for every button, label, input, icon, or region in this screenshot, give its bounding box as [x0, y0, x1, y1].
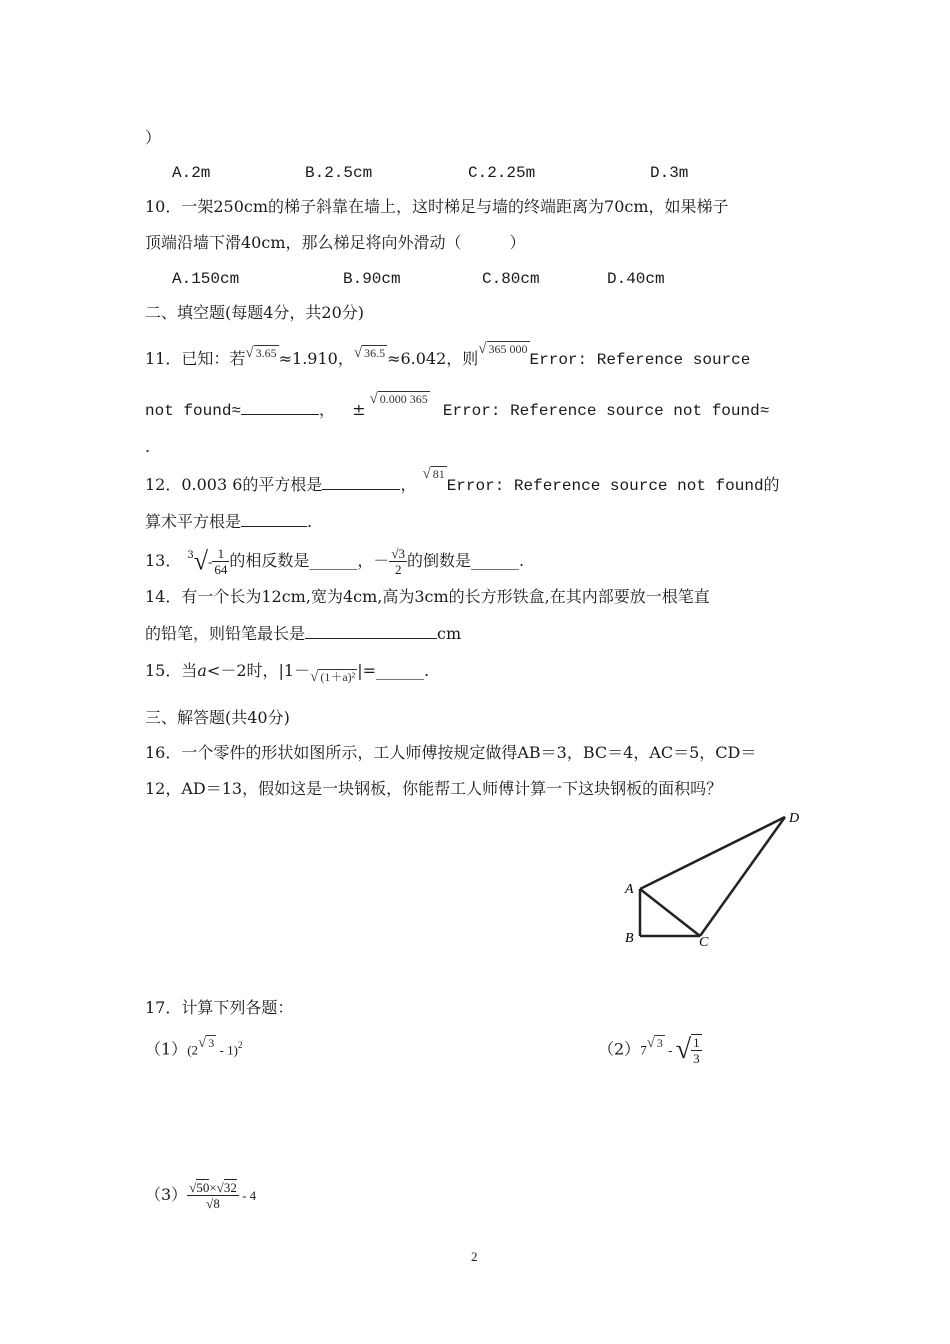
- q15-end: |=______.: [357, 661, 430, 680]
- q11-value-2: ≈6.042，则: [387, 349, 479, 368]
- q13-prefix: 13．: [145, 551, 182, 570]
- q9-option-c: C.2.25m: [468, 164, 536, 182]
- q9-option-b: B.2.5cm: [305, 164, 373, 182]
- q11-line3: .: [145, 437, 151, 456]
- label-d: D: [789, 811, 800, 826]
- q15-line: [145, 660, 430, 685]
- q12-prefix: 12．0.003 6的平方根是: [145, 475, 323, 494]
- section3-title: 三、解答题(共40分): [145, 708, 290, 727]
- q12-error: Error: Reference source not found的: [446, 477, 780, 495]
- q13-mid-text: 的相反数是______，－: [229, 551, 390, 570]
- q10-line2: 顶端沿墙下滑40cm，那么梯足将向外滑动（ ）: [145, 233, 526, 252]
- q15-condition: <－2时，|1－: [206, 661, 311, 680]
- q11-prefix: 11．已知：若: [145, 349, 246, 368]
- q17-part2-label: （2）: [598, 1039, 641, 1059]
- q15-variable: a: [197, 661, 207, 680]
- q14-line2: [145, 622, 461, 645]
- q9-paren: ）: [145, 128, 162, 147]
- q11-radical-3: √ 365 000: [478, 341, 528, 357]
- q17-part2-expr-a: 7: [640, 1042, 647, 1058]
- q17-part2: [598, 1034, 702, 1066]
- q13-end-text: 的倒数是______.: [407, 551, 525, 570]
- q17-part2-minus: -: [664, 1042, 676, 1058]
- q17-part1-label: （1）: [145, 1039, 188, 1059]
- q16-figure: [615, 805, 815, 955]
- q13-fraction-1: $\frac{1}{64}$: [214, 546, 228, 577]
- q12-blank-2[interactable]: [241, 510, 307, 527]
- q11-blank-1[interactable]: [241, 398, 319, 415]
- q17-title: 17．计算下列各题：: [145, 998, 294, 1017]
- q9-option-d: D.3m: [650, 164, 689, 182]
- q16-line2: 12，AD＝13，假如这是一块钢板，你能帮工人师傅计算一下这块钢板的面积吗？: [145, 779, 723, 798]
- q11-line1: [145, 341, 751, 371]
- q12-comma: ，: [400, 475, 417, 494]
- q14-blank[interactable]: [305, 622, 437, 639]
- q13-fraction-2: $\frac{√3}{2}$: [391, 546, 406, 577]
- q11-radical-2: √ 36.5: [353, 345, 386, 361]
- segment-cd: [700, 817, 785, 936]
- q14-unit: cm: [437, 624, 462, 643]
- q11-error-1: Error: Reference source: [529, 351, 751, 369]
- q14-line1: 14．有一个长为12cm,宽为4cm,高为3cm的长方形铁盒,在其内部要放一根笔直: [145, 587, 710, 606]
- q12-radical: √ 81: [422, 466, 445, 482]
- q10-option-a: A.150cm: [172, 270, 240, 288]
- q16-line1: 16．一个零件的形状如图所示，工人师傅按规定做得AB＝3，BC＝4，AC＝5，CD＝: [145, 743, 757, 762]
- q17-part2-radical: √ 3: [646, 1035, 663, 1051]
- q13-root-index: 3: [187, 550, 194, 561]
- q12-line1: [145, 466, 780, 497]
- q11-line2: [145, 391, 770, 422]
- q13-root-sign: √: [193, 546, 209, 576]
- q10-option-d: D.40cm: [607, 270, 665, 288]
- label-c: C: [699, 935, 709, 950]
- q14-line2-text: 的铅笔，则铅笔最长是: [145, 624, 306, 643]
- q11-radical-4: √ 0.000 365: [369, 391, 428, 407]
- q10-line1: 10．一架250cm的梯子斜靠在墙上，这时梯足与墙的终端距离为70cm，如果梯子: [145, 197, 729, 216]
- q11-plus-minus: ±: [352, 400, 366, 419]
- q11-comma: ，: [319, 400, 336, 419]
- q17-part1-radical: √ 3: [198, 1035, 215, 1051]
- q11-not-found: not found≈: [145, 402, 242, 420]
- q13-minus: -: [208, 554, 213, 569]
- section2-title: 二、填空题(每题4分，共20分): [145, 303, 365, 322]
- q9-option-a: A.2m: [172, 164, 211, 182]
- q10-option-c: C.80cm: [482, 270, 540, 288]
- q17-part3-fraction: $\frac{√50\times√32}{√8}$: [189, 1180, 237, 1211]
- q13-line: [145, 546, 524, 577]
- q10-option-b: B.90cm: [343, 270, 401, 288]
- q12-line2-text: 算术平方根是: [145, 512, 242, 531]
- q17-part1-expr-a: (2: [187, 1042, 199, 1058]
- q12-line2: [145, 510, 312, 533]
- q11-radical-1: √ 3.65: [245, 345, 277, 361]
- q17-part3: [145, 1180, 256, 1211]
- q17-part2-root-sign: √: [675, 1034, 692, 1065]
- q12-period: .: [307, 512, 313, 531]
- q11-value-1: ≈1.910，: [278, 349, 354, 368]
- q17-part1-exponent: 2: [237, 1040, 243, 1050]
- q11-error-2: Error: Reference source not found≈: [442, 402, 770, 420]
- segment-ad: [640, 817, 785, 889]
- q12-blank-1[interactable]: [322, 473, 400, 490]
- q17-part3-label: （3）: [145, 1185, 188, 1204]
- page-number: 2: [471, 1249, 478, 1264]
- q15-radical: √ (1＋a)²: [310, 669, 356, 685]
- q15-prefix: 15．当: [145, 661, 198, 680]
- q17-part3-tail: - 4: [238, 1188, 257, 1203]
- segment-ac: [640, 889, 700, 936]
- label-a: A: [625, 882, 634, 897]
- q17-part1-expr-b: - 1): [216, 1042, 238, 1058]
- label-b: B: [625, 931, 634, 946]
- q17-part1: [145, 1034, 242, 1061]
- q17-part2-fraction: $\frac{1}{3}$: [693, 1035, 700, 1066]
